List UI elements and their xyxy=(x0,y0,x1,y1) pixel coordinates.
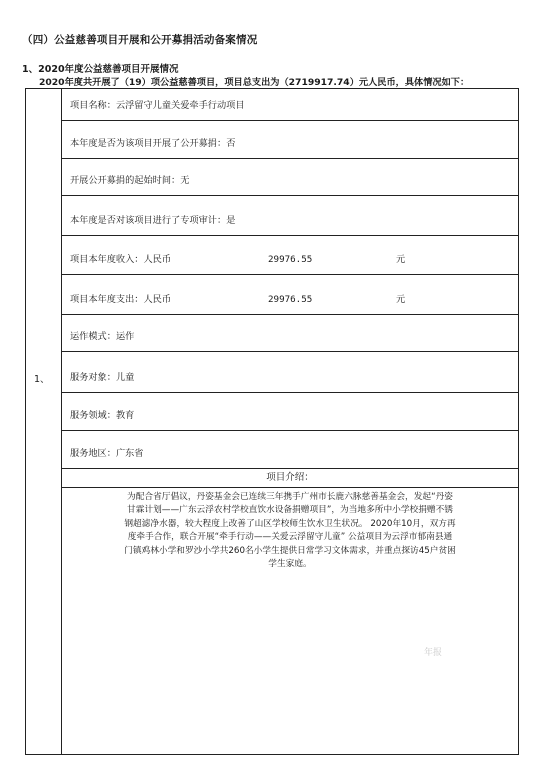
special-audit-value: 是 xyxy=(226,215,236,226)
public-fundraising-value: 否 xyxy=(226,138,236,149)
income-unit: 元 xyxy=(396,254,406,265)
service-area-value: 广东省 xyxy=(115,448,144,459)
section-title: （四）公益慈善项目开展和公开募捐活动备案情况 xyxy=(22,34,258,46)
income-amount: 29976.55 xyxy=(268,254,313,265)
item-number-column xyxy=(26,89,62,754)
intro-text xyxy=(70,491,510,571)
public-fundraising-label: 本年度是否为该项目开展了公开募捐： xyxy=(70,138,227,149)
row-start-time xyxy=(62,159,518,196)
special-audit-label: 本年度是否对该项目进行了专项审计： xyxy=(70,215,227,226)
operation-mode-label: 运作模式： xyxy=(70,331,116,342)
operation-mode-value: 运作 xyxy=(115,331,135,342)
service-area-label: 服务地区： xyxy=(70,448,116,459)
expense-label: 项目本年度支出：人民币 xyxy=(70,294,172,305)
service-target-value: 儿童 xyxy=(115,372,135,383)
subsection-title: 1、2020年度公益慈善项目开展情况 xyxy=(22,64,179,75)
project-name-label: 项目名称： xyxy=(70,100,116,111)
row-service-field xyxy=(62,393,518,431)
intro-line: 为配合省厅倡议，丹姿基金会已连续三年携手广州市长鹿六脉慈善基金会，发起“丹姿 xyxy=(127,492,453,502)
service-field-label: 服务领域： xyxy=(70,410,116,421)
start-time-label: 开展公开募捐的起始时间： xyxy=(70,175,181,186)
intro-line: 度牵手合作，联合开展“牵手行动——关爱云浮留守儿童” 公益项目为云浮市郁南县通 xyxy=(127,532,453,543)
faint-watermark: 年报 xyxy=(423,648,442,658)
row-operation-mode xyxy=(62,315,518,352)
row-special-audit xyxy=(62,196,518,236)
row-service-area xyxy=(62,431,518,469)
intro-heading: 项目介绍： xyxy=(62,469,518,488)
intro-line: 钢超滤净水器，较大程度上改善了山区学校师生饮水卫生状况。 2020年10月，双方再 xyxy=(124,518,456,529)
row-income xyxy=(62,236,518,275)
item-number: 1、 xyxy=(34,374,50,385)
service-field-value: 教育 xyxy=(115,410,135,421)
project-name-value: 云浮留守儿童关爱牵手行动项目 xyxy=(115,100,245,111)
expense-amount: 29976.55 xyxy=(268,294,313,305)
row-project-name xyxy=(62,89,518,121)
expense-unit: 元 xyxy=(396,294,406,305)
row-expense xyxy=(62,275,518,315)
intro-line: 甘霖计划——广东云浮农村学校直饮水设备捐赠项目”，为当地多所中小学校捐赠不锈 xyxy=(127,505,453,516)
income-label: 项目本年度收入：人民币 xyxy=(70,254,172,265)
summary-line: 2020年度共开展了（19）项公益慈善项目，项目总支出为（2719917.74）元人民币，具体情况如下： xyxy=(39,77,470,88)
row-public-fundraising xyxy=(62,121,518,159)
start-time-value: 无 xyxy=(180,175,190,186)
service-target-label: 服务对象： xyxy=(70,372,116,383)
row-service-target xyxy=(62,352,518,393)
intro-line: 学生家庭。 xyxy=(268,559,312,570)
intro-line: 门镇鸡林小学和罗沙小学共260名小学生提供日常学习文体需求，并重点探访45户贫困 xyxy=(124,545,456,556)
